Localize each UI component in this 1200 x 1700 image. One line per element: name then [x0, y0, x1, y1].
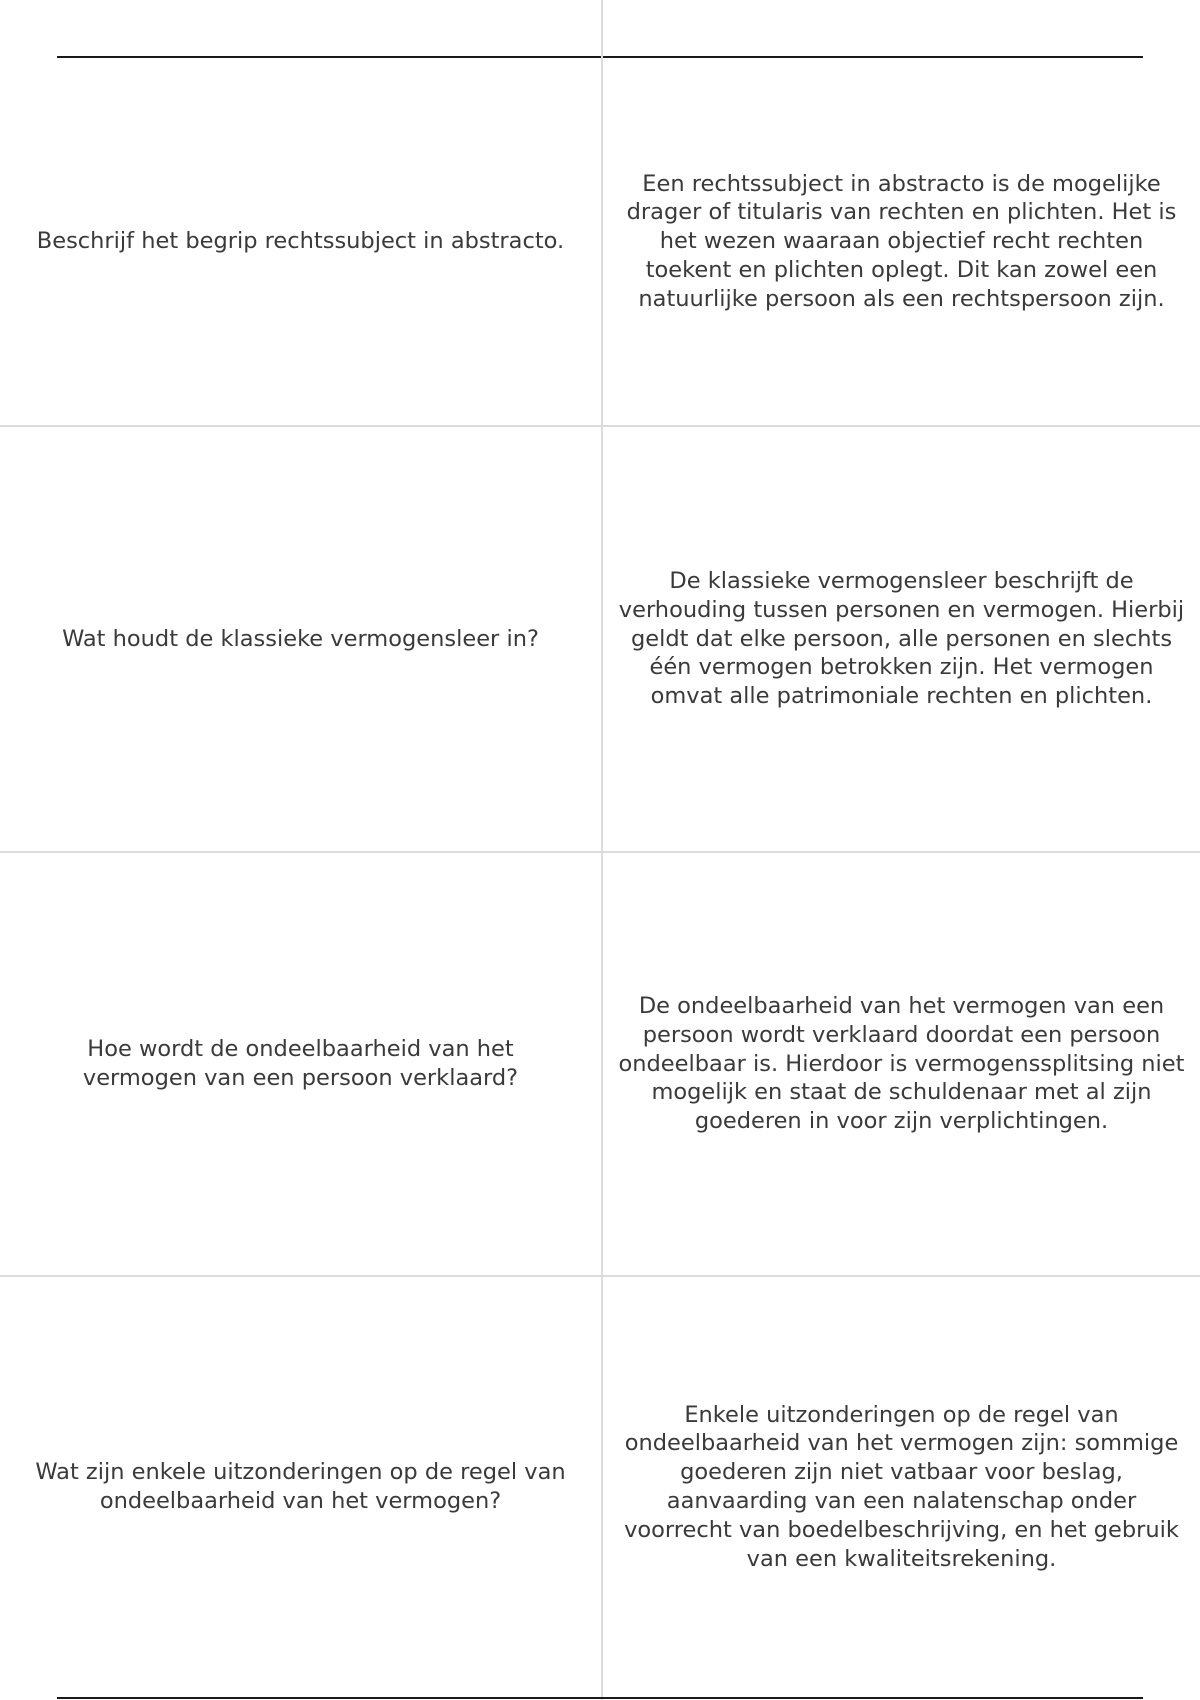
question-cell — [0, 853, 601, 1275]
card-row-3 — [0, 853, 1200, 1275]
question-text: Hoe wordt de ondeelbaarheid van het vermogen van een persoon verklaard? — [82, 1036, 519, 1091]
answer-text: De ondeelbaarheid van het vermogen van een persoon wordt verklaard doordat een persoon ondeelbaar is. Hierdoor is vermogenssplitsing niet mogelijk en staat de schuldenaar met al zijn goederen in voor zijn verplichtingen. — [618, 993, 1185, 1135]
card-row-4 — [0, 1277, 1200, 1697]
question-text: Wat zijn enkele uitzonderingen op de regel van ondeelbaarheid van het vermogen? — [35, 1459, 566, 1514]
answer-text: Een rechtssubject in abstracto is de mogelijke drager of titularis van rechten en plichten. Het is het wezen waaraan objectief recht rechten toekent en plichten oplegt. Dit kan zowel een natuurlijke persoon als een rechtspersoon zijn. — [626, 170, 1177, 312]
column-divider — [601, 0, 603, 1700]
answer-cell — [603, 58, 1200, 425]
answer-cell — [603, 853, 1200, 1275]
answer-text: De klassieke vermogensleer beschrijft de verhouding tussen personen en vermogen. Hierbij geldt dat elke persoon, alle personen en slechts één vermogen betrokken zijn. Het vermogen omvat alle patrimoniale rechten en plichten. — [618, 568, 1185, 710]
card-row-2 — [0, 427, 1200, 851]
question-cell — [0, 58, 601, 425]
answer-text: Enkele uitzonderingen op de regel van ondeelbaarheid van het vermogen zijn: sommige goederen zijn niet vatbaar voor beslag, aanvaarding van een nalatenschap onder voorrecht van boedelbeschrijving, en het gebruik van een kwaliteitsrekening. — [624, 1401, 1179, 1572]
question-text: Wat houdt de klassieke vermogensleer in? — [62, 625, 539, 652]
question-text: Beschrijf het begrip rechtssubject in abstracto. — [36, 228, 565, 255]
answer-cell — [603, 1277, 1200, 1697]
question-cell — [0, 427, 601, 851]
bottom-rule — [57, 1697, 1143, 1699]
question-cell — [0, 1277, 601, 1697]
card-row-1 — [0, 58, 1200, 425]
answer-cell — [603, 427, 1200, 851]
